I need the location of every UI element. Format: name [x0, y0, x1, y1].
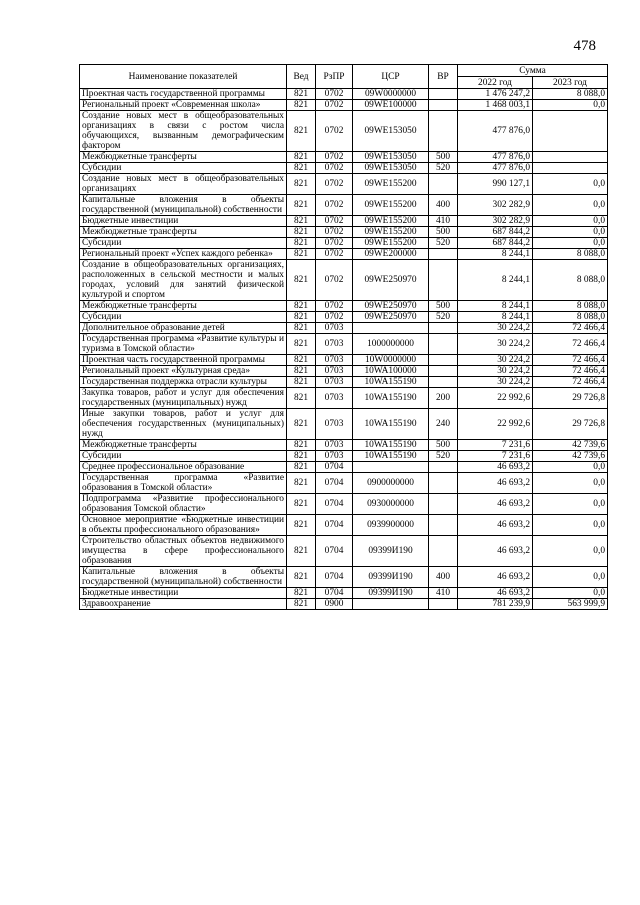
cell-ved: 821: [287, 451, 316, 462]
cell-ved: 821: [287, 494, 316, 515]
cell-name: Региональный проект «Современная школа»: [80, 100, 287, 111]
cell-ved: 821: [287, 567, 316, 588]
cell-csr: 09WE100000: [353, 100, 429, 111]
cell-2023: 8 088,0: [533, 260, 608, 301]
cell-2022: 22 992,6: [458, 388, 533, 409]
cell-ved: 821: [287, 89, 316, 100]
cell-vr: [429, 174, 458, 195]
table-row: [80, 89, 608, 100]
cell-csr: 09WE200000: [353, 249, 429, 260]
cell-2022: 30 224,2: [458, 355, 533, 366]
cell-csr: 0930000000: [353, 494, 429, 515]
cell-rzpr: 0702: [316, 174, 353, 195]
table-row: [80, 216, 608, 227]
cell-csr: 0900000000: [353, 473, 429, 494]
table-row: [80, 536, 608, 567]
cell-2023: 0,0: [533, 238, 608, 249]
table-row: [80, 260, 608, 301]
cell-2023: 42 739,6: [533, 440, 608, 451]
cell-vr: [429, 536, 458, 567]
cell-name: Основное мероприятие «Бюджетные инвестиции в объекты профессионального образования»: [80, 515, 287, 536]
cell-2023: 0,0: [533, 536, 608, 567]
cell-2022: 30 224,2: [458, 377, 533, 388]
cell-vr: 400: [429, 567, 458, 588]
cell-vr: [429, 111, 458, 152]
cell-2022: 7 231,6: [458, 440, 533, 451]
table-row: [80, 312, 608, 323]
table-row: [80, 462, 608, 473]
cell-name: Проектная часть государственной программы: [80, 89, 287, 100]
cell-rzpr: 0703: [316, 409, 353, 440]
table-row: [80, 588, 608, 599]
cell-2023: 72 466,4: [533, 377, 608, 388]
cell-name: Иные закупки товаров, работ и услуг для обеспечения государственных (муниципальных) нужд: [80, 409, 287, 440]
cell-name: Создание в общеобразовательных организациях, расположенных в сельской местности и малых городах, условий для занятий физической культурой и спортом: [80, 260, 287, 301]
cell-vr: [429, 366, 458, 377]
cell-2022: 46 693,2: [458, 494, 533, 515]
table-row: [80, 100, 608, 111]
cell-csr: 09WE155200: [353, 216, 429, 227]
cell-2023: 72 466,4: [533, 355, 608, 366]
table-row: [80, 409, 608, 440]
cell-ved: 821: [287, 174, 316, 195]
cell-ved: 821: [287, 100, 316, 111]
cell-vr: [429, 100, 458, 111]
table-row: [80, 323, 608, 334]
cell-ved: 821: [287, 301, 316, 312]
cell-ved: 821: [287, 111, 316, 152]
cell-2022: 687 844,2: [458, 238, 533, 249]
budget-table: [79, 64, 608, 610]
cell-ved: 821: [287, 355, 316, 366]
cell-name: Капитальные вложения в объекты государственной (муниципальной) собственности: [80, 567, 287, 588]
cell-2022: 30 224,2: [458, 366, 533, 377]
cell-csr: [353, 323, 429, 334]
cell-rzpr: 0704: [316, 536, 353, 567]
cell-csr: 10WA155190: [353, 377, 429, 388]
cell-name: Региональный проект «Успех каждого ребенка»: [80, 249, 287, 260]
cell-vr: [429, 515, 458, 536]
table-row: [80, 111, 608, 152]
cell-name: Создание новых мест в общеобразовательных организациях: [80, 174, 287, 195]
table-row: [80, 152, 608, 163]
cell-name: Проектная часть государственной программы: [80, 355, 287, 366]
cell-rzpr: 0703: [316, 440, 353, 451]
cell-vr: 520: [429, 238, 458, 249]
cell-name: Бюджетные инвестиции: [80, 588, 287, 599]
cell-name: Бюджетные инвестиции: [80, 216, 287, 227]
cell-name: Дополнительное образование детей: [80, 323, 287, 334]
cell-2023: 0,0: [533, 216, 608, 227]
cell-vr: [429, 260, 458, 301]
cell-2023: 8 088,0: [533, 312, 608, 323]
cell-csr: [353, 599, 429, 610]
cell-2023: 29 726,8: [533, 409, 608, 440]
cell-ved: 821: [287, 588, 316, 599]
cell-vr: 240: [429, 409, 458, 440]
cell-csr: 09WE250970: [353, 260, 429, 301]
cell-2023: 72 466,4: [533, 366, 608, 377]
cell-2022: 30 224,2: [458, 334, 533, 355]
cell-ved: 821: [287, 249, 316, 260]
cell-2022: 477 876,0: [458, 111, 533, 152]
cell-ved: 821: [287, 152, 316, 163]
cell-rzpr: 0702: [316, 227, 353, 238]
cell-vr: 400: [429, 195, 458, 216]
table-row: [80, 174, 608, 195]
cell-vr: [429, 334, 458, 355]
cell-name: Межбюджетные трансферты: [80, 301, 287, 312]
table-header: [80, 65, 608, 89]
cell-2023: [533, 163, 608, 174]
cell-csr: 10W0000000: [353, 355, 429, 366]
cell-ved: 821: [287, 216, 316, 227]
cell-vr: 500: [429, 440, 458, 451]
cell-name: Межбюджетные трансферты: [80, 152, 287, 163]
table-row: [80, 567, 608, 588]
cell-rzpr: 0704: [316, 462, 353, 473]
table-row: [80, 451, 608, 462]
header-name: Наименование показателей: [80, 65, 287, 89]
table-row: [80, 377, 608, 388]
cell-2023: 0,0: [533, 515, 608, 536]
cell-2023: 0,0: [533, 588, 608, 599]
cell-2022: 302 282,9: [458, 216, 533, 227]
table-row: [80, 440, 608, 451]
table-row: [80, 355, 608, 366]
header-csr: ЦСР: [353, 65, 429, 89]
cell-rzpr: 0702: [316, 249, 353, 260]
cell-2022: 46 693,2: [458, 536, 533, 567]
cell-name: Среднее профессиональное образование: [80, 462, 287, 473]
table-row: [80, 227, 608, 238]
cell-2022: 990 127,1: [458, 174, 533, 195]
cell-vr: [429, 494, 458, 515]
header-sum: Сумма: [458, 65, 608, 77]
cell-rzpr: 0702: [316, 312, 353, 323]
cell-ved: 821: [287, 536, 316, 567]
cell-2023: 8 088,0: [533, 89, 608, 100]
cell-vr: [429, 355, 458, 366]
cell-csr: 09WE250970: [353, 312, 429, 323]
cell-vr: 520: [429, 451, 458, 462]
cell-ved: 821: [287, 163, 316, 174]
cell-ved: 821: [287, 440, 316, 451]
cell-rzpr: 0702: [316, 111, 353, 152]
cell-vr: [429, 323, 458, 334]
cell-rzpr: 0703: [316, 451, 353, 462]
cell-ved: 821: [287, 366, 316, 377]
cell-vr: 410: [429, 216, 458, 227]
cell-2023: 0,0: [533, 100, 608, 111]
cell-ved: 821: [287, 227, 316, 238]
cell-name: Здравоохранение: [80, 599, 287, 610]
cell-ved: 821: [287, 195, 316, 216]
table-row: [80, 366, 608, 377]
cell-csr: 09WE153050: [353, 163, 429, 174]
cell-csr: 09399И190: [353, 536, 429, 567]
cell-rzpr: 0704: [316, 473, 353, 494]
cell-2023: 29 726,8: [533, 388, 608, 409]
cell-rzpr: 0702: [316, 216, 353, 227]
cell-2022: 477 876,0: [458, 152, 533, 163]
cell-2023: 563 999,9: [533, 599, 608, 610]
cell-csr: 09WE155200: [353, 227, 429, 238]
cell-vr: 520: [429, 312, 458, 323]
cell-ved: 821: [287, 260, 316, 301]
cell-vr: [429, 249, 458, 260]
cell-2023: 0,0: [533, 494, 608, 515]
cell-vr: 520: [429, 163, 458, 174]
cell-ved: 821: [287, 323, 316, 334]
cell-ved: 821: [287, 473, 316, 494]
cell-csr: 0939900000: [353, 515, 429, 536]
cell-vr: [429, 89, 458, 100]
cell-2022: 8 244,1: [458, 260, 533, 301]
cell-2022: 46 693,2: [458, 588, 533, 599]
cell-csr: 10WA155190: [353, 451, 429, 462]
cell-name: Капитальные вложения в объекты государственной (муниципальной) собственности: [80, 195, 287, 216]
cell-csr: 09WE153050: [353, 152, 429, 163]
cell-2023: [533, 152, 608, 163]
cell-ved: 821: [287, 599, 316, 610]
cell-2022: 781 239,9: [458, 599, 533, 610]
cell-rzpr: 0702: [316, 152, 353, 163]
cell-vr: [429, 473, 458, 494]
cell-rzpr: 0702: [316, 89, 353, 100]
cell-name: Строительство областных объектов недвижимого имущества в сфере профессионального образования: [80, 536, 287, 567]
cell-name: Закупка товаров, работ и услуг для обеспечения государственных (муниципальных) нужд: [80, 388, 287, 409]
table-row: [80, 238, 608, 249]
table-row: [80, 388, 608, 409]
cell-csr: 10WA155190: [353, 409, 429, 440]
cell-rzpr: 0702: [316, 301, 353, 312]
cell-2022: 8 244,1: [458, 301, 533, 312]
cell-rzpr: 0702: [316, 100, 353, 111]
cell-ved: 821: [287, 238, 316, 249]
cell-rzpr: 0703: [316, 355, 353, 366]
cell-rzpr: 0704: [316, 515, 353, 536]
table-row: [80, 494, 608, 515]
cell-rzpr: 0703: [316, 334, 353, 355]
cell-csr: 09WE153050: [353, 111, 429, 152]
cell-csr: 10WA155190: [353, 440, 429, 451]
cell-csr: 09WE250970: [353, 301, 429, 312]
cell-name: Субсидии: [80, 163, 287, 174]
cell-rzpr: 0703: [316, 323, 353, 334]
cell-ved: 821: [287, 377, 316, 388]
cell-rzpr: 0703: [316, 366, 353, 377]
cell-2022: 477 876,0: [458, 163, 533, 174]
cell-vr: [429, 377, 458, 388]
header-rzpr: РзПР: [316, 65, 353, 89]
cell-2022: 22 992,6: [458, 409, 533, 440]
table-body: [80, 89, 608, 610]
cell-2022: 30 224,2: [458, 323, 533, 334]
cell-rzpr: 0703: [316, 377, 353, 388]
cell-ved: 821: [287, 334, 316, 355]
cell-csr: 09WE155200: [353, 174, 429, 195]
cell-rzpr: 0704: [316, 588, 353, 599]
cell-csr: 09399И190: [353, 588, 429, 599]
cell-2022: 46 693,2: [458, 462, 533, 473]
page-number: 478: [573, 38, 596, 54]
cell-vr: [429, 599, 458, 610]
cell-vr: [429, 462, 458, 473]
cell-2022: 46 693,2: [458, 567, 533, 588]
cell-vr: 500: [429, 301, 458, 312]
cell-2023: 8 088,0: [533, 301, 608, 312]
cell-ved: 821: [287, 388, 316, 409]
cell-csr: 10WA155190: [353, 388, 429, 409]
header-ved: Вед: [287, 65, 316, 89]
cell-2023: [533, 111, 608, 152]
cell-2023: 0,0: [533, 195, 608, 216]
cell-2022: 1 476 247,2: [458, 89, 533, 100]
cell-2023: 8 088,0: [533, 249, 608, 260]
cell-2023: 0,0: [533, 473, 608, 494]
cell-name: Создание новых мест в общеобразовательных организациях в связи с ростом числа обучающихся, вызванным демографическим фактором: [80, 111, 287, 152]
cell-rzpr: 0702: [316, 260, 353, 301]
cell-ved: 821: [287, 312, 316, 323]
cell-2022: 46 693,2: [458, 473, 533, 494]
cell-rzpr: 0702: [316, 238, 353, 249]
cell-vr: 200: [429, 388, 458, 409]
cell-name: Межбюджетные трансферты: [80, 227, 287, 238]
cell-2023: 0,0: [533, 567, 608, 588]
table-row: [80, 473, 608, 494]
table-row: [80, 249, 608, 260]
cell-2023: 72 466,4: [533, 323, 608, 334]
cell-2022: 302 282,9: [458, 195, 533, 216]
cell-csr: 09WE155200: [353, 195, 429, 216]
cell-2022: 1 468 003,1: [458, 100, 533, 111]
cell-rzpr: 0702: [316, 163, 353, 174]
cell-2022: 46 693,2: [458, 515, 533, 536]
cell-csr: 10WA100000: [353, 366, 429, 377]
cell-csr: 09WE155200: [353, 238, 429, 249]
cell-ved: 821: [287, 409, 316, 440]
table-row: [80, 334, 608, 355]
cell-rzpr: 0900: [316, 599, 353, 610]
table-row: [80, 515, 608, 536]
cell-2022: 687 844,2: [458, 227, 533, 238]
cell-csr: 09399И190: [353, 567, 429, 588]
cell-2023: 0,0: [533, 462, 608, 473]
cell-2023: 0,0: [533, 174, 608, 195]
cell-name: Субсидии: [80, 238, 287, 249]
table-row: [80, 163, 608, 174]
cell-ved: 821: [287, 515, 316, 536]
cell-name: Государственная программа «Развитие культуры и туризма в Томской области»: [80, 334, 287, 355]
cell-csr: [353, 462, 429, 473]
cell-vr: 500: [429, 152, 458, 163]
cell-vr: 410: [429, 588, 458, 599]
cell-rzpr: 0704: [316, 567, 353, 588]
cell-2023: 0,0: [533, 227, 608, 238]
cell-rzpr: 0702: [316, 195, 353, 216]
cell-ved: 821: [287, 462, 316, 473]
header-2023: 2023 год: [533, 77, 608, 89]
cell-name: Субсидии: [80, 451, 287, 462]
cell-2022: 7 231,6: [458, 451, 533, 462]
table-row: [80, 599, 608, 610]
header-2022: 2022 год: [458, 77, 533, 89]
cell-name: Государственная поддержка отрасли культуры: [80, 377, 287, 388]
cell-name: Подпрограмма «Развитие профессионального образования Томской области»: [80, 494, 287, 515]
cell-name: Межбюджетные трансферты: [80, 440, 287, 451]
table-row: [80, 301, 608, 312]
cell-2022: 8 244,1: [458, 249, 533, 260]
cell-2022: 8 244,1: [458, 312, 533, 323]
cell-csr: 1000000000: [353, 334, 429, 355]
cell-vr: 500: [429, 227, 458, 238]
cell-name: Государственная программа «Развитие образования в Томской области»: [80, 473, 287, 494]
cell-name: Субсидии: [80, 312, 287, 323]
table-row: [80, 195, 608, 216]
cell-2023: 42 739,6: [533, 451, 608, 462]
cell-rzpr: 0703: [316, 388, 353, 409]
cell-csr: 09W0000000: [353, 89, 429, 100]
cell-rzpr: 0704: [316, 494, 353, 515]
header-vr: ВР: [429, 65, 458, 89]
cell-2023: 72 466,4: [533, 334, 608, 355]
cell-name: Региональный проект «Культурная среда»: [80, 366, 287, 377]
